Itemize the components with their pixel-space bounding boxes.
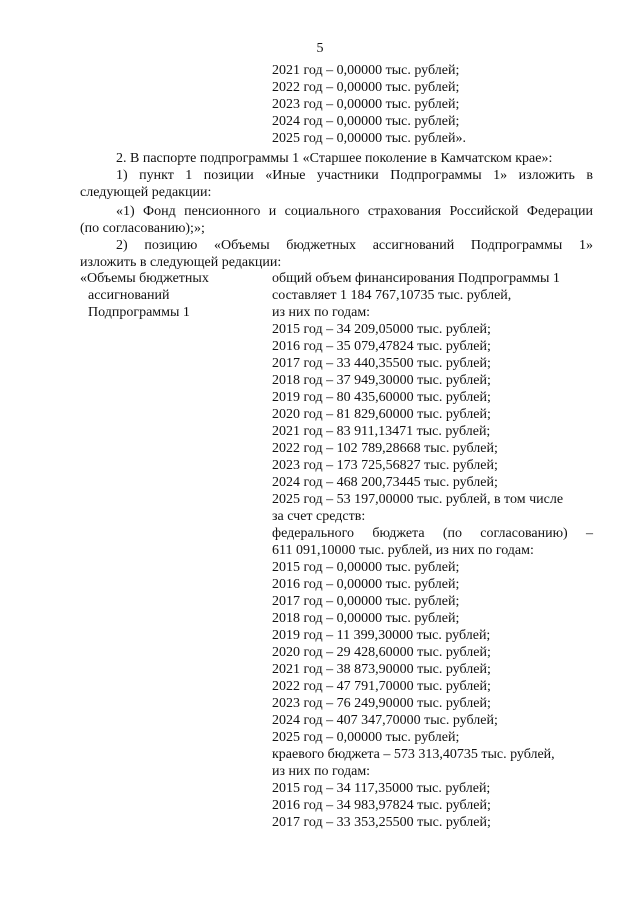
continued-funding-list	[272, 62, 466, 147]
table-value-line: за счет средств:	[272, 509, 366, 524]
table-value-line: 2023 год – 173 725,56827 тыс. рублей;	[272, 458, 498, 473]
table-value-line: 2020 год – 29 428,60000 тыс. рублей;	[272, 645, 491, 660]
table-value-line: 2020 год – 81 829,60000 тыс. рублей;	[272, 407, 491, 422]
table-right-cell	[272, 270, 593, 831]
table-value-line: 2015 год – 0,00000 тыс. рублей;	[272, 560, 460, 575]
table-value-line: 2021 год – 83 911,13471 тыс. рублей;	[272, 424, 491, 439]
table-value-line: 2022 год – 47 791,70000 тыс. рублей;	[272, 679, 491, 694]
table-value-line: 2024 год – 407 347,70000 тыс. рублей;	[272, 713, 498, 728]
table-value-line: составляет 1 184 767,10735 тыс. рублей,	[272, 288, 512, 303]
table-value-line: 2015 год – 34 117,35000 тыс. рублей;	[272, 781, 491, 796]
funding-line: 2021 год – 0,00000 тыс. рублей;	[272, 63, 460, 78]
table-left-cell	[80, 270, 209, 321]
table-value-line: 2025 год – 53 197,00000 тыс. рублей, в том числе	[272, 492, 564, 507]
funding-line: 2025 год – 0,00000 тыс. рублей».	[272, 131, 466, 146]
table-value-line: краевого бюджета – 573 313,40735 тыс. рублей,	[272, 747, 555, 762]
paragraph-text: (по согласованию);»;	[80, 221, 205, 236]
table-value-line: 2021 год – 38 873,90000 тыс. рублей;	[272, 662, 491, 677]
paragraph-text: следующей редакции:	[80, 185, 212, 200]
table-value-line: 2015 год – 34 209,05000 тыс. рублей;	[272, 322, 491, 337]
amendment-quote	[80, 203, 593, 237]
table-label-line: Подпрограммы 1	[88, 305, 190, 320]
table-value-line: 2025 год – 0,00000 тыс. рублей;	[272, 730, 460, 745]
table-value-line: федерального бюджета (по согласованию) –	[272, 526, 593, 541]
paragraph-text: 2) позицию «Объемы бюджетных ассигнований Подпрограммы 1»	[116, 238, 593, 253]
table-value-line: 2016 год – 35 079,47824 тыс. рублей;	[272, 339, 491, 354]
table-value-line: 2017 год – 33 440,35500 тыс. рублей;	[272, 356, 491, 371]
table-value-line: 611 091,10000 тыс. рублей, из них по годам:	[272, 543, 534, 558]
amendment-paragraph-2	[80, 150, 593, 167]
page-number: 5	[316, 41, 324, 56]
funding-line: 2023 год – 0,00000 тыс. рублей;	[272, 97, 460, 112]
amendment-item-1	[80, 167, 593, 201]
amendment-item-2	[80, 237, 593, 271]
paragraph-text: «1) Фонд пенсионного и социального страхования Российской Федерации	[116, 204, 593, 219]
table-value-line: 2022 год – 102 789,28668 тыс. рублей;	[272, 441, 498, 456]
table-label-line: «Объемы бюджетных	[80, 271, 209, 286]
table-value-line: из них по годам:	[272, 764, 371, 779]
funding-line: 2022 год – 0,00000 тыс. рублей;	[272, 80, 460, 95]
table-value-line: 2019 год – 80 435,60000 тыс. рублей;	[272, 390, 491, 405]
table-value-line: 2017 год – 0,00000 тыс. рублей;	[272, 594, 460, 609]
table-value-line: 2016 год – 0,00000 тыс. рублей;	[272, 577, 460, 592]
funding-line: 2024 год – 0,00000 тыс. рублей;	[272, 114, 460, 129]
table-value-line: из них по годам:	[272, 305, 371, 320]
paragraph-text: 1) пункт 1 позиции «Иные участники Подпрограммы 1» изложить в	[116, 168, 593, 183]
table-value-line: 2018 год – 37 949,30000 тыс. рублей;	[272, 373, 491, 388]
table-value-line: 2023 год – 76 249,90000 тыс. рублей;	[272, 696, 491, 711]
table-value-line: 2018 год – 0,00000 тыс. рублей;	[272, 611, 460, 626]
table-value-line: общий объем финансирования Подпрограммы 1	[272, 271, 560, 286]
paragraph-text: изложить в следующей редакции:	[80, 255, 282, 270]
table-value-line: 2024 год – 468 200,73445 тыс. рублей;	[272, 475, 498, 490]
table-value-line: 2017 год – 33 353,25500 тыс. рублей;	[272, 815, 491, 830]
paragraph-text: 2. В паспорте подпрограммы 1 «Старшее поколение в Камчатском крае»:	[116, 151, 553, 166]
table-label-line: ассигнований	[88, 288, 170, 303]
table-value-line: 2019 год – 11 399,30000 тыс. рублей;	[272, 628, 491, 643]
table-value-line: 2016 год – 34 983,97824 тыс. рублей;	[272, 798, 491, 813]
